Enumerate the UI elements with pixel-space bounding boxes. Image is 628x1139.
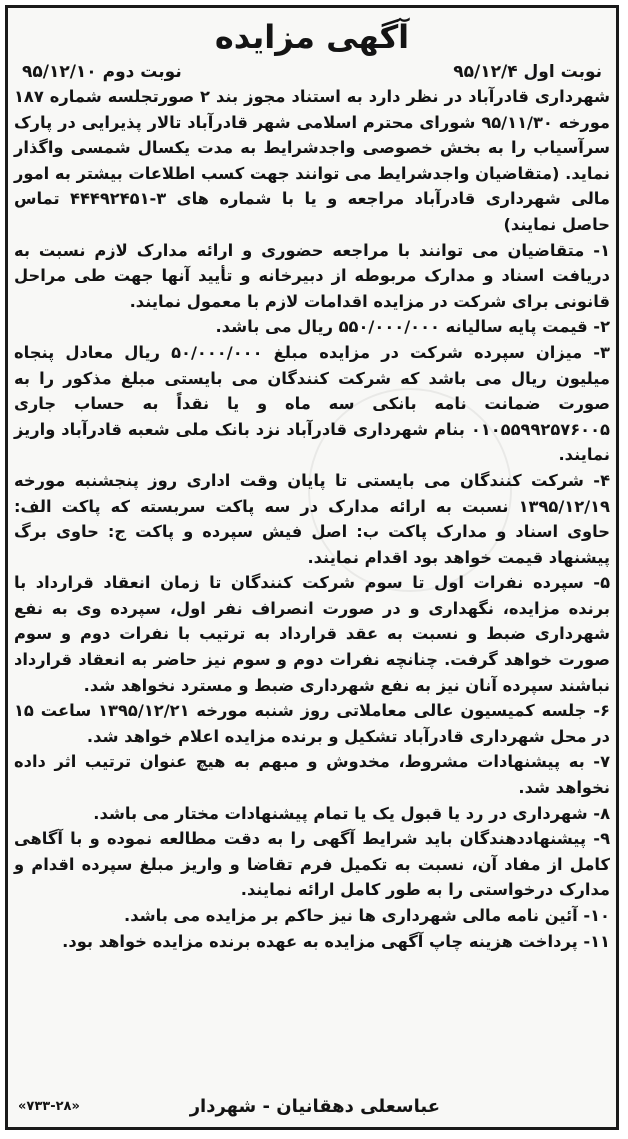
notice-intro: شهرداری قادرآباد در نظر دارد به استناد مجوز بند ۲ صورتجلسه شماره ۱۸۷ مورخه ۹۵/۱۱/۳۰ شورای محترم اسلامی شهر قادرآباد تالار پذیرایی در پارک سرآسیاب را به بخش خصوصی واجدشرایط به مدت یکسال شمسی واگذار نماید. (متقاضیان واجدشرایط می توانند جهت کسب اطلاعات بیشتر به امور مالی شهرداری قادرآباد مراجعه و یا با شماره های ۳-۴۴۴۹۲۴۵۱ تماس حاصل نمایند) (14, 87, 610, 234)
clause-1: ۱- متقاضیان می توانند با مراجعه حضوری و ارائه مدارک لازم نسبت به دریافت اسناد و مدارک مربوطه از دبیرخانه و تأیید آنها جهت طی مراحل قانونی برای شرکت در مزایده اقدامات لازم با معمول نمایند. (14, 240, 610, 311)
clause-5: ۵- سپرده نفرات اول تا سوم شرکت کنندگان تا زمان انعقاد قرارداد با برنده مزایده، نگهداری و در صورت انصراف نفر اول، سپرده وی به نفع شهرداری ضبط و نسبت به عقد قرارداد به ترتیب با نفرات دوم و سوم صورت خواهد گرفت. چنانچه نفرات دوم و سوم نیز حاضر به انعقاد قرارداد نباشند سپرده آنان نیز به نفع شهرداری ضبط و مسترد نخواهد شد. (14, 573, 610, 695)
notice-footer (14, 1091, 610, 1121)
publication-rounds (14, 60, 610, 84)
notice-body (14, 14, 610, 1121)
round-first: نوبت اول ۹۵/۱۲/۴ (453, 62, 602, 82)
clause-8: ۸- شهرداری در رد یا قبول یک یا تمام پیشنهادات مختار می باشد. (93, 803, 610, 823)
clause-2: ۲- قیمت پایه سالیانه ۵۵۰/۰۰۰/۰۰۰ ریال می باشد. (215, 317, 610, 337)
clause-4: ۴- شرکت کنندگان می بایستی تا پایان وقت اداری روز پنجشنبه مورخه ۱۳۹۵/۱۲/۱۹ نسبت به ارائه مدارک در سه پاکت سربسته که پاکت الف: حاوی اسناد و مدارک پاکت ب: اصل فیش سپرده و پاکت ج: حاوی برگ پیشنهاد قیمت خواهد بود اقدام نمایند. (14, 470, 610, 567)
round-second: نوبت دوم ۹۵/۱۲/۱۰ (22, 62, 182, 82)
clause-11: ۱۱- پرداخت هزینه چاپ آگهی مزایده به عهده برنده مزایده خواهد بود. (62, 931, 610, 951)
clause-6: ۶- جلسه کمیسیون عالی معاملاتی روز شنبه مورخه ۱۳۹۵/۱۲/۲۱ ساعت ۱۵ در محل شهرداری قادرآباد تشکیل و برنده مزایده اعلام خواهد شد. (14, 701, 610, 746)
notice-title: آگهی مزایده (214, 18, 410, 56)
clause-9: ۹- پیشنهاددهندگان باید شرایط آگهی را به دقت مطالعه نموده و با آگاهی کامل از مفاد آن، نسبت به تکمیل فرم تقاضا و واریز مبلغ سپرده اقدام و مدارک درخواستی را به طور کامل ارائه نمایند. (14, 829, 610, 900)
notice-frame (5, 5, 619, 1130)
clause-7: ۷- به پیشنهادات مشروط، مخدوش و مبهم به هیچ عنوان ترتیب اثر داده نخواهد شد. (14, 752, 610, 798)
clause-10: ۱۰- آئین نامه مالی شهرداری ها نیز حاکم بر مزایده می باشد. (124, 906, 610, 925)
clause-3: ۳- میزان سپرده شرکت در مزایده مبلغ ۵۰/۰۰۰/۰۰۰ ریال معادل پنجاه میلیون ریال می باشد که شرکت کنندگان می بایستی مبلغ مذکور را به صورت ضمانت نامه بانکی سه ماه و یا نقداً به حساب جاری ۰۱۰۵۵۹۹۲۵۷۶۰۰۵ بنام شهرداری قادرآباد نزد بانک ملی شعبه قادرآباد واریز نمایند. (14, 342, 610, 465)
ad-code: «۷۳۳-۲۸» (18, 1098, 80, 1114)
signature: عباسعلی دهقانیان - شهردار (189, 1095, 440, 1117)
